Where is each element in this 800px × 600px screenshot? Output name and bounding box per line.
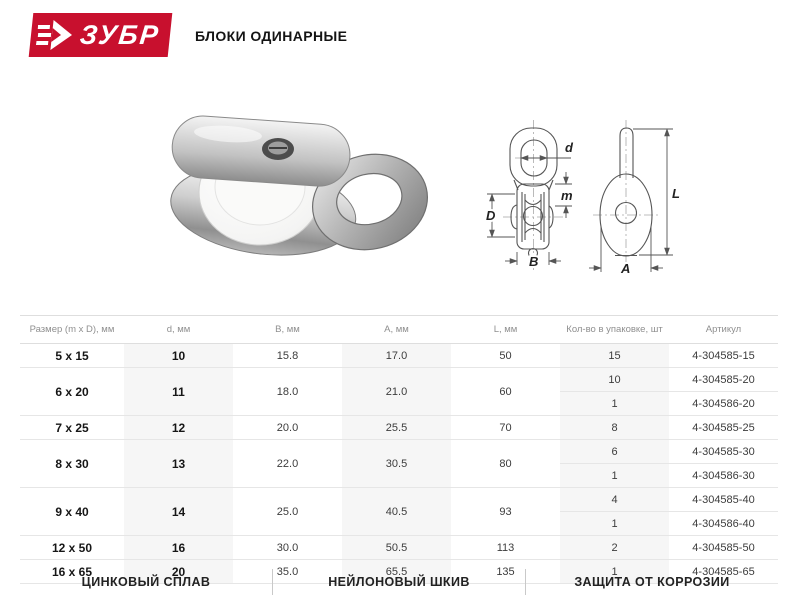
cell-article: 4-304585-15 xyxy=(669,344,778,368)
cell-size: 6 x 20 xyxy=(20,368,124,416)
table-row xyxy=(20,368,778,392)
page-title: БЛОКИ ОДИНАРНЫЕ xyxy=(195,28,348,44)
cell-a: 25.5 xyxy=(342,416,451,440)
cell-d: 13 xyxy=(124,440,233,488)
feature-corrosion-protection: ЗАЩИТА ОТ КОРРОЗИИ xyxy=(525,569,778,595)
cell-l: 80 xyxy=(451,440,560,488)
cell-qty: 10 xyxy=(560,368,669,392)
cell-size: 9 x 40 xyxy=(20,488,124,536)
col-header-d: d, мм xyxy=(124,316,233,344)
cell-b: 25.0 xyxy=(233,488,342,536)
cell-d: 10 xyxy=(124,344,233,368)
cell-d: 16 xyxy=(124,536,233,560)
cell-a: 50.5 xyxy=(342,536,451,560)
cell-article: 4-304585-30 xyxy=(669,440,778,464)
drawing-side-view xyxy=(585,98,695,294)
pulley-photo-illustration xyxy=(148,92,438,272)
zubr-logo xyxy=(29,13,173,57)
table-row xyxy=(20,416,778,440)
cell-size: 5 x 15 xyxy=(20,344,124,368)
cell-qty: 8 xyxy=(560,416,669,440)
cell-b: 22.0 xyxy=(233,440,342,488)
dim-label-A: A xyxy=(621,261,631,276)
dim-label-B: B xyxy=(529,254,539,269)
cell-article: 4-304585-40 xyxy=(669,488,778,512)
cell-size: 12 x 50 xyxy=(20,536,124,560)
cell-size: 8 x 30 xyxy=(20,440,124,488)
cell-article: 4-304586-30 xyxy=(669,464,778,488)
cell-qty: 1 xyxy=(560,392,669,416)
cell-qty: 2 xyxy=(560,536,669,560)
feature-nylon-sheave: НЕЙЛОНОВЫЙ ШКИВ xyxy=(272,569,525,595)
cell-qty: 1 xyxy=(560,464,669,488)
cell-l: 93 xyxy=(451,488,560,536)
feature-zinc-alloy: ЦИНКОВЫЙ СПЛАВ xyxy=(81,575,211,589)
cell-a: 30.5 xyxy=(342,440,451,488)
cell-article: 4-304585-25 xyxy=(669,416,778,440)
cell-qty: 6 xyxy=(560,440,669,464)
front-view-schematic xyxy=(475,100,600,292)
col-header-qty: Кол-во в упаковке, шт xyxy=(560,316,669,344)
cell-d: 20 xyxy=(124,560,233,584)
cell-size: 7 x 25 xyxy=(20,416,124,440)
dim-label-L: L xyxy=(672,186,680,201)
col-header-article: Артикул xyxy=(669,316,778,344)
table-header-row xyxy=(20,316,778,344)
col-header-a: A, мм xyxy=(342,316,451,344)
dim-label-m: m xyxy=(561,188,573,203)
zubr-arrow-icon xyxy=(36,20,75,50)
side-view-schematic xyxy=(585,98,695,294)
drawing-front-view xyxy=(475,100,600,292)
cell-article: 4-304586-20 xyxy=(669,392,778,416)
product-photo xyxy=(148,92,438,272)
cell-qty: 4 xyxy=(560,488,669,512)
cell-article: 4-304586-40 xyxy=(669,512,778,536)
cell-article: 4-304585-65 xyxy=(669,560,778,584)
cell-a: 65.5 xyxy=(342,560,451,584)
table-row xyxy=(20,536,778,560)
cell-l: 70 xyxy=(451,416,560,440)
cell-d: 12 xyxy=(124,416,233,440)
feature-bar xyxy=(20,566,778,598)
cell-a: 40.5 xyxy=(342,488,451,536)
cell-qty: 1 xyxy=(560,560,669,584)
cell-d: 14 xyxy=(124,488,233,536)
col-header-size: Размер (m x D), мм xyxy=(20,316,124,344)
cell-b: 18.0 xyxy=(233,368,342,416)
col-header-b: B, мм xyxy=(233,316,342,344)
cell-l: 60 xyxy=(451,368,560,416)
dim-label-D: D xyxy=(486,208,496,223)
cell-article: 4-304585-50 xyxy=(669,536,778,560)
table-row xyxy=(20,440,778,464)
spec-table xyxy=(20,315,778,584)
cell-a: 21.0 xyxy=(342,368,451,416)
cell-l: 113 xyxy=(451,536,560,560)
cell-b: 15.8 xyxy=(233,344,342,368)
cell-b: 35.0 xyxy=(233,560,342,584)
dim-label-d: d xyxy=(565,140,573,155)
cell-a: 17.0 xyxy=(342,344,451,368)
col-header-l: L, мм xyxy=(451,316,560,344)
cell-b: 20.0 xyxy=(233,416,342,440)
cell-l: 50 xyxy=(451,344,560,368)
cell-qty: 15 xyxy=(560,344,669,368)
cell-article: 4-304585-20 xyxy=(669,368,778,392)
cell-d: 11 xyxy=(124,368,233,416)
brand-name: ЗУБР xyxy=(78,19,162,50)
cell-b: 30.0 xyxy=(233,536,342,560)
cell-l: 135 xyxy=(451,560,560,584)
table-row xyxy=(20,344,778,368)
cell-qty: 1 xyxy=(560,512,669,536)
cell-size: 16 x 65 xyxy=(20,560,124,584)
table-row xyxy=(20,488,778,512)
